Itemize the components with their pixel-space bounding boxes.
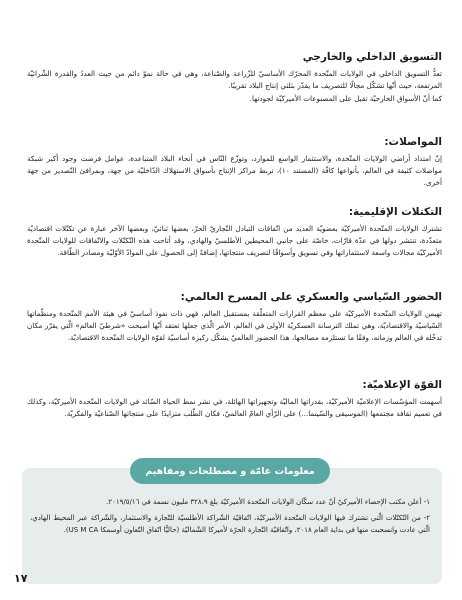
info-box-title: معلومات عامّة و مصطلحات ومفاهيم <box>145 465 315 477</box>
section-paragraph: أسهمت المؤسّسات الإعلاميّة الأميركيّة، بقدراتها الماليّة وتجهيزاتها الهائلة، في نشر نمط الحياة السّائد في الولايات المتّحدة الأميركيّة، وكذلك في تعميم ثقافة مجتمعها (الموسيقى والسّينما...) على الرّأي العامّ العالميّ، فكان الطّلب متزايدًا على منتجاتها الصّناعيّة والفكريّة. <box>27 397 442 419</box>
section-paragraph: تعدُّ التسويق الداخلي في الولايات المتّحدة المحرّك الأساسيّ للزّراعة والصّناعة، وهي في حالة نموّ دائم من حيث العددُ والقدرة الشّرائيّة المرتفعة، حيث أنّها تشكّل مجالًا للتصريف ما يقدّر بثلثي إنتاج البلاد تقريبًا. <box>27 69 442 91</box>
info-box-banner <box>130 458 330 484</box>
section-political-military <box>27 290 442 345</box>
info-item: ٢- من التّكتّلات الّتي تشترك فيها الولايات المتّحدة الأميركيّة، اتّفاقيّة الشّراكة الأطلسيّة للتّجارة والاستثمار، والشّراكة عبر المحيط الهادي، الّتي عادت وانسحبت منها في بداية العام ٢٠١٨، واتّفاقيّة التّجارة الحرّة لأميركا الشّماليّة (حاليًّا اتّفاق التّعاون أوسمكا US M CA). <box>30 514 430 534</box>
section-heading-regional-blocs: التكتلات الإقليمية: <box>348 206 442 218</box>
section-heading-marketing: التسويق الداخلي والخارجي <box>302 51 442 63</box>
section-heading-political-military: الحضور السّياسي والعسكري على المسرح العالمي: <box>180 291 442 303</box>
section-media-power <box>27 378 442 420</box>
section-paragraph: تشترك الولايات المتّحدة الأميركيّة بعضويّة العديد من اتّفاقات التبادل التّجاريّ الحرّ، بعضها ثنائيّ، وبعضها الآخر عبارة عن تكتّلات اقتصاديّة متعدّدة، تنتشر دولها في عدّة قارّات، خاصّة على جانبي المحيطين الأطلسيّ والهادي، وقد أتاحت هذه التّكتّلات والاتّفاقات للولايات المتّحدة الأميركيّة مجالات واسعة لاستثماراتها وفي تسويق وأسواقًا لتصريف منتجاتها، إضافةً إلى الحصول على الموادّ الأوّليّة ومصادر الطّاقة. <box>27 224 442 258</box>
section-paragraph: تهيمن الولايات المتّحدة الأميركيّة على معظم القرارات المتعلّقة بمستقبل العالم، فهي ذات نفوذ أساسيّ في هيئة الأمم المتّحدة ومنظّماتها السّياسيّة والاقتصاديّة، وهي تملك الترسانة العسكريّة الأولى في العالم، الأمر الّذي جعلها تعتقد أنّها أصبحت «شرطيّ العالم» الّتي يقرّر مكان تدخّله في العالم وزمانه، وفقًا ما تستلزمه مصالحها، هذا الحضور العالميّ يشكّل ركيزة أساسيّة لقوّة الولايات المتّحدة الاقتصاديّة. <box>27 309 442 343</box>
section-heading-media-power: القوّة الإعلاميّة: <box>362 379 442 391</box>
section-paragraph: إنّ امتداد أراضي الولايات المتّحدة، والاستثمار الواسع للموارد، وتوزّع النّاس في أنحاء البلاد المتباعدة، عوامل فرضت وجود أكبر شبكة مواصلات كثيفة في العالم، بأنواعها كافّة (المستند ١٠)، تربط مراكز الإنتاج بأسواق الاستهلاك الدّاخليّة من جهة، وبمرافئ التّصدير من جهة أخرى. <box>27 154 442 188</box>
section-paragraph: كما أنّ الأسواق الخارجيّة تقبل على المصنوعات الأميركيّة لجودتها. <box>249 94 442 104</box>
info-item: ١- أعلن مكتب الإحصاء الأميركيّ أنّ عدد سكّان الولايات المتّحدة الأميركيّة بلغ ٣٢٨،٩ مليون نسمة في ٢٠١٩/٥/١٦. <box>106 498 430 506</box>
section-heading-transport: المواصلات: <box>384 136 442 148</box>
page-number: ١٧ <box>14 572 28 585</box>
info-list <box>30 496 430 540</box>
section-marketing <box>27 50 442 106</box>
section-regional-blocs <box>27 205 442 260</box>
section-transport <box>27 135 442 190</box>
